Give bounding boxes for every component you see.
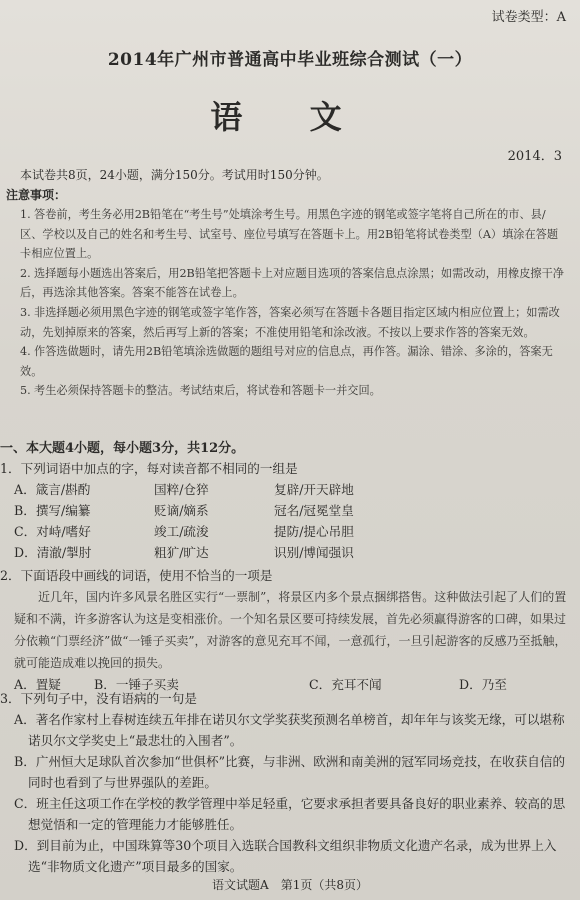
- question-2: [0, 565, 575, 695]
- option-row: [14, 479, 575, 500]
- option-b: B．一锤子买卖: [94, 677, 179, 692]
- notice-text: 非选择题必须用黑色字迹的钢笔或签字笔作答，答案必须写在答题卡各题目指定区域内相应位置上；如需改动，先划掉原来的答案，然后再写上新的答案；不准使用铅笔和涂改液。不按以上要求作答的答案无效。: [20, 305, 560, 339]
- subject-title: 语 文: [210, 98, 370, 136]
- notice-text: 考生必须保持答题卡的整洁。考试结束后，将试卷和答题卡一并交回。: [34, 384, 381, 398]
- notice-number: 4.: [20, 345, 31, 359]
- notice-text: 选择题每小题选出答案后，用2B铅笔把答题卡上对应题目选项的答案信息点涂黑；如需改动，用橡皮擦干净后，再选涂其他答案。答案不能答在试卷上。: [20, 266, 564, 300]
- notice-item: [20, 264, 565, 303]
- question-1: [0, 458, 575, 563]
- question-stem: 3．下列句子中，没有语病的一句是: [0, 691, 197, 706]
- notice-item: [20, 342, 565, 381]
- notice-item: [20, 381, 565, 401]
- option-d: D．乃至: [459, 677, 507, 692]
- option-cell: B．撰写/编纂: [14, 503, 91, 518]
- notice-item: [20, 205, 565, 264]
- notice-number: 1.: [20, 208, 31, 221]
- option-c: C．充耳不闻: [309, 677, 382, 692]
- question-stem: 2．下面语段中画线的词语，使用不恰当的一项是: [0, 568, 273, 583]
- section-heading: 一、本大题4小题，每小题3分，共12分。: [0, 441, 245, 456]
- question-passage: 近几年，国内许多风景名胜区实行“一票制”，将景区内多个景点捆绑搭售。这种做法引起了人们的置疑和不满，许多游客认为这是变相涨价。一个知名景区要可持续发展，首先必须赢得游客的口碑，如果过分依赖“门票经济”做“一锤子买卖”，对游客的意见充耳不闻，一意孤行，一旦引起游客的反感乃至抵触，就可能造成难以挽回的损失。: [14, 590, 567, 670]
- exam-date: 2014．3: [507, 149, 562, 164]
- option-a: A．置疑: [14, 677, 61, 692]
- option-d: D．到目前为止，中国珠算等30个项目入选联合国教科文组织非物质文化遗产名录，成为世界上入选“非物质文化遗产”项目最多的国家。: [14, 838, 557, 874]
- question-3: [0, 688, 575, 877]
- notice-number: 2.: [20, 266, 31, 280]
- option-cell: 国粹/仓猝: [154, 482, 209, 497]
- option-cell: 竣工/疏浚: [154, 524, 209, 539]
- page-footer: 语文试题A 第1页（共8页）: [212, 878, 368, 892]
- notice-item: [20, 303, 565, 342]
- exam-title: 2014年广州市普通高中毕业班综合测试（一）: [107, 50, 473, 70]
- option-b: B．广州恒大足球队首次参加“世俱杯”比赛，与非洲、欧洲和南美洲的冠军同场竞技，在收获自信的同时也看到了与世界强队的差距。: [14, 754, 566, 790]
- notice-text: 答卷前，考生务必用2B铅笔在“考生号”处填涂考生号。用黑色字迹的钢笔或签字笔将自己所在的市、县/区、学校以及自己的姓名和考生号、试室号、座位号填写在答题卡上。用2B铅笔将试卷类型（A）填涂在答题卡相应位置上。: [20, 208, 559, 261]
- option-a: A．著名作家村上春树连续五年排在诺贝尔文学奖获奖预测名单榜首，却年年与该奖无缘，可以堪称诺贝尔文学奖史上“最悲壮的入围者”。: [14, 712, 565, 748]
- option-row: [14, 542, 575, 563]
- notice-number: 3.: [20, 305, 31, 319]
- option-cell: 提防/提心吊胆: [274, 524, 354, 539]
- option-cell: 冠名/冠冕堂皇: [274, 503, 354, 518]
- notice-number: 5.: [20, 384, 31, 398]
- notice-list: [20, 205, 565, 401]
- exam-info: 本试卷共8页，24小题，满分150分。考试用时150分钟。: [20, 168, 329, 182]
- option-cell: A．箴言/斟酌: [14, 482, 91, 497]
- option-cell: D．清澈/掣肘: [14, 545, 92, 560]
- notice-text: 作答选做题时，请先用2B铅笔填涂选做题的题组号对应的信息点，再作答。漏涂、错涂、多涂的，答案无效。: [20, 345, 553, 378]
- option-cell: 复辟/开天辟地: [274, 482, 354, 497]
- option-c: C．班主任这项工作在学校的教学管理中举足轻重，它要求承担者要具备良好的职业素养、较高的思想觉悟和一定的管理能力才能够胜任。: [14, 796, 566, 832]
- notice-heading: 注意事项：: [6, 188, 67, 202]
- option-cell: 粗犷/旷达: [154, 545, 209, 560]
- option-cell: 识别/博闻强识: [274, 545, 354, 560]
- option-row: [14, 521, 575, 542]
- option-row: [14, 500, 575, 521]
- option-cell: C．对峙/嗜好: [14, 524, 91, 539]
- question-stem: 1．下列词语中加点的字，每对读音都不相同的一组是: [0, 461, 298, 476]
- paper-type-label: 试卷类型：A: [491, 10, 566, 25]
- option-cell: 贬谪/嫡系: [154, 503, 209, 518]
